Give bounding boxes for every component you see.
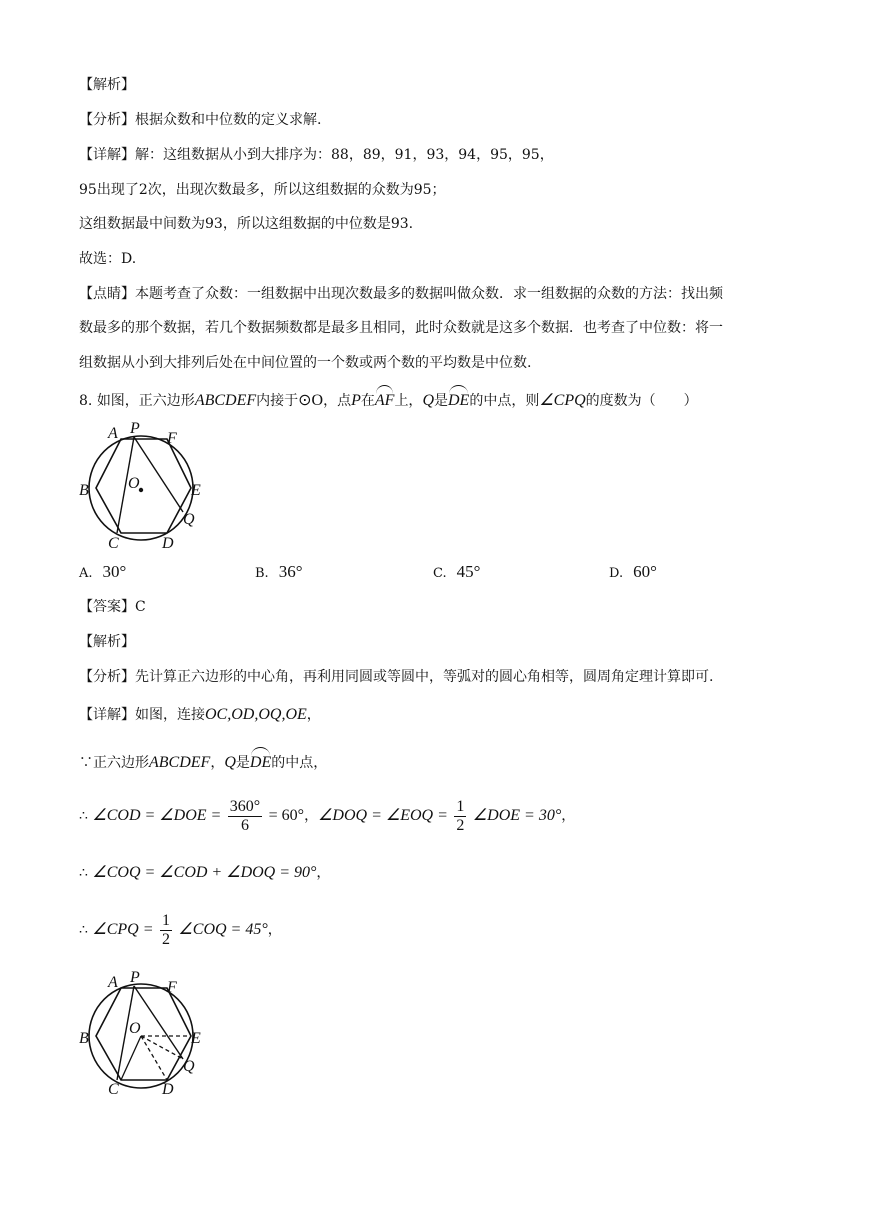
question-number: 8. xyxy=(79,393,93,409)
option-c xyxy=(433,562,480,582)
line-end: ， xyxy=(316,865,331,881)
equation-part: = 60° xyxy=(268,807,305,824)
label-f: F xyxy=(167,430,177,447)
equation-part: ∠DOE = 30° xyxy=(472,807,562,824)
angle-cpq: ∠CPQ xyxy=(539,392,586,409)
label-d: D xyxy=(162,535,174,552)
stem-text: 内接于 xyxy=(256,393,299,409)
point-q: Q xyxy=(224,754,236,771)
equation-part: ∠DOQ = ∠EOQ = xyxy=(318,807,448,824)
stem-text: 的度数为（ ） xyxy=(585,393,698,409)
stem-text: 上， xyxy=(394,393,423,409)
arc-de: DE xyxy=(448,386,469,413)
fraction-denominator: 2 xyxy=(456,816,465,834)
option-letter: B. xyxy=(255,566,269,581)
fraction-numerator: 360° xyxy=(229,797,261,815)
fraction-half xyxy=(160,912,172,949)
label-a: A xyxy=(108,974,118,991)
point-p: P xyxy=(351,392,361,409)
circle-symbol: ⊙O xyxy=(298,392,324,409)
option-value: 60° xyxy=(633,562,657,581)
option-value: 36° xyxy=(278,562,303,581)
answer: 【答案】C xyxy=(79,599,146,615)
label-p: P xyxy=(130,420,140,437)
because-symbol: ∵ xyxy=(79,755,93,771)
therefore-symbol: ∴ xyxy=(79,922,88,938)
option-letter: A. xyxy=(79,566,93,581)
line-end: ， xyxy=(561,808,576,824)
label-p: P xyxy=(130,970,140,986)
label-a: A xyxy=(108,425,118,442)
solution-connect-line xyxy=(79,703,321,727)
choice-conclusion: 故选：D. xyxy=(79,251,137,267)
therefore-line-3 xyxy=(79,910,282,950)
comment-line: 【点睛】本题考查了众数：一组数据中出现次数最多的数据叫做众数．求一组数据的众数的方法：找出频 xyxy=(79,286,723,302)
because-text: 正六边形 xyxy=(93,755,149,771)
comment-line: 组数据从小到大排列后处在中间位置的一个数或两个数的平均数是中位数. xyxy=(79,355,532,371)
analysis-text: 【分析】先计算正六边形的中心角，再利用同圆或等圆中，等弧对的圆心角相等，圆周角定理计算即可. xyxy=(79,669,714,685)
hexagon-name: ABCDEF xyxy=(149,754,211,771)
equation-part: ∠CPQ = xyxy=(92,921,154,938)
analysis-text: 【分析】根据众数和中位数的定义求解. xyxy=(79,112,322,128)
separator: ， xyxy=(304,808,319,824)
solution-suffix: ， xyxy=(306,707,321,723)
because-line xyxy=(79,748,327,775)
fraction-numerator: 1 xyxy=(456,797,465,815)
question-figure xyxy=(76,420,211,555)
solution-line: 【详解】解：这组数据从小到大排序为：88，89，91，93，94，95，95， xyxy=(79,147,554,163)
segment-list: OC,OD,OQ,OE xyxy=(205,706,307,723)
option-value: 30° xyxy=(102,562,127,581)
option-d xyxy=(609,562,657,582)
label-q: Q xyxy=(183,1058,195,1075)
solution-figure xyxy=(76,970,211,1100)
solution-line: 这组数据最中间数为93，所以这组数据的中位数是93. xyxy=(79,216,414,232)
analysis-heading: 【解析】 xyxy=(79,634,135,650)
arc-af: AF xyxy=(375,386,395,413)
solution-line: 95出现了2次，出现次数最多，所以这组数据的众数为95； xyxy=(79,182,446,198)
fraction-numerator: 1 xyxy=(161,911,170,929)
stem-text: 在 xyxy=(360,393,375,409)
fraction-360-6 xyxy=(228,798,262,835)
option-letter: C. xyxy=(433,566,447,581)
therefore-symbol: ∴ xyxy=(79,865,88,881)
label-o: O xyxy=(129,1020,141,1037)
label-d: D xyxy=(162,1081,174,1098)
because-text: ， xyxy=(210,755,225,771)
label-e: E xyxy=(191,1030,201,1047)
point-q: Q xyxy=(422,392,434,409)
hexagon-name: ABCDEF xyxy=(194,392,257,409)
label-o: O xyxy=(128,475,140,492)
stem-text: 的中点，则 xyxy=(469,393,540,409)
solution-prefix: 【详解】如图，连接 xyxy=(79,707,205,723)
equation-part: ∠COD = ∠DOE = xyxy=(92,807,222,824)
question-8-stem xyxy=(79,386,698,413)
therefore-line-1 xyxy=(79,796,575,836)
line-end: ， xyxy=(267,922,282,938)
fraction-half xyxy=(454,798,466,835)
because-text: 的中点， xyxy=(271,755,328,771)
label-c: C xyxy=(108,535,119,552)
option-b xyxy=(255,562,303,582)
stem-text: 如图，正六边形 xyxy=(96,393,195,409)
label-f: F xyxy=(167,979,177,996)
fraction-denominator: 6 xyxy=(240,816,249,834)
label-e: E xyxy=(191,482,201,499)
fraction-denominator: 2 xyxy=(161,930,170,948)
therefore-line-2 xyxy=(79,861,330,885)
label-b: B xyxy=(79,1030,89,1047)
because-text: 是 xyxy=(235,755,250,771)
analysis-heading: 【解析】 xyxy=(79,77,135,93)
arc-de: DE xyxy=(250,748,271,775)
stem-text: 是 xyxy=(434,393,448,409)
label-b: B xyxy=(79,482,89,499)
label-q: Q xyxy=(183,511,195,528)
option-a xyxy=(79,562,126,582)
comment-line: 数最多的那个数据，若几个数据频数都是最多且相同，此时众数就是这多个数据．也考查了中位数：将一 xyxy=(79,320,723,336)
equation-part: ∠COQ = 45° xyxy=(178,921,268,938)
therefore-symbol: ∴ xyxy=(79,808,88,824)
option-letter: D. xyxy=(609,566,624,581)
label-c: C xyxy=(108,1081,119,1098)
stem-text: ，点 xyxy=(323,393,352,409)
option-value: 45° xyxy=(456,562,481,581)
equation: ∠COQ = ∠COD + ∠DOQ = 90° xyxy=(92,864,317,881)
